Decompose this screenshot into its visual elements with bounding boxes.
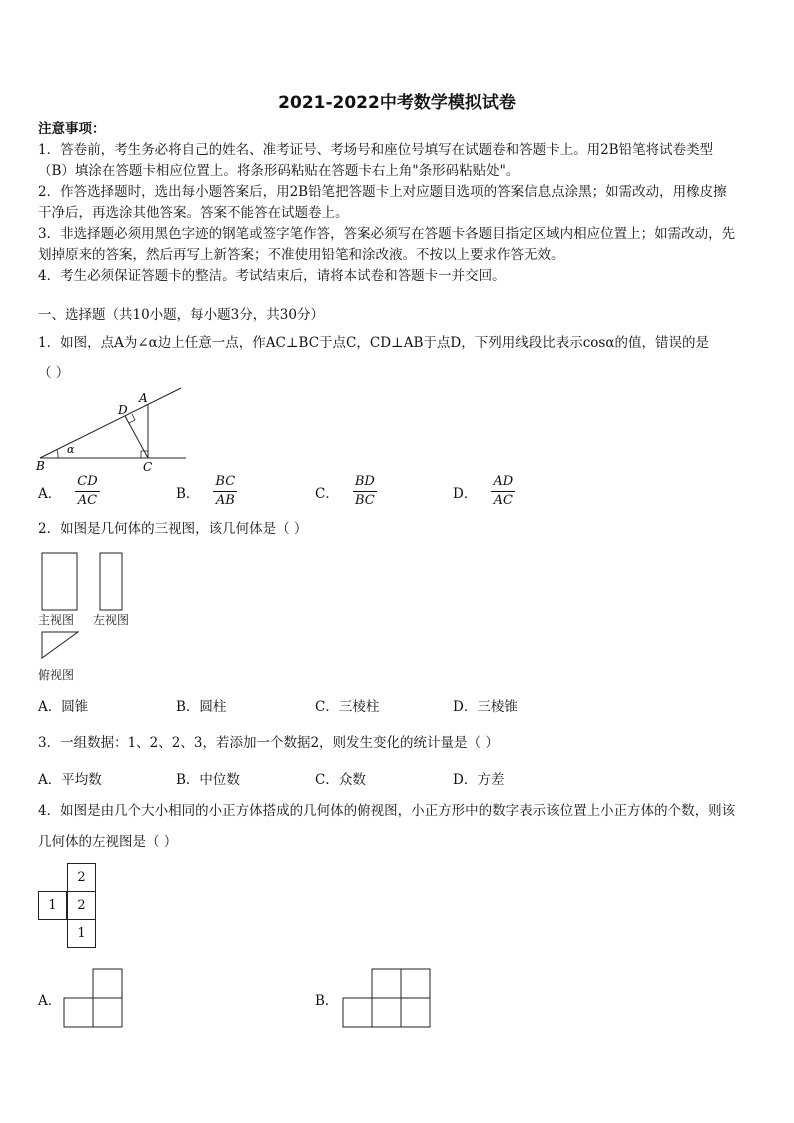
option-letter: C． — [315, 485, 339, 502]
question-2-three-views — [38, 550, 138, 662]
question-4-option-a-figure — [62, 968, 124, 1030]
numerator: CD — [75, 474, 99, 492]
option-letter: D． — [453, 485, 478, 502]
numerator: BD — [353, 474, 377, 492]
grid-cell: 2 — [67, 863, 96, 892]
option-letter: B． — [176, 485, 200, 502]
option-letter: A． — [38, 485, 62, 502]
question-3-text: 3．一组数据：1、2、2、3，若添加一个数据2，则发生变化的统计量是（ ） — [38, 735, 499, 751]
question-2-option-c[interactable]: C．三棱柱 — [315, 699, 380, 715]
question-1-figure — [36, 386, 196, 476]
question-3-option-b[interactable]: B．中位数 — [176, 772, 240, 788]
notice-line: 4．考生必须保证答题卡的整洁。考试结束后，请将本试卷和答题卡一并交回。 — [38, 268, 506, 284]
grid-cell: 1 — [38, 891, 67, 920]
fraction — [491, 474, 515, 509]
question-4-option-a[interactable]: A． — [38, 993, 62, 1009]
question-2-option-a[interactable]: A．圆锥 — [38, 699, 89, 715]
question-2-option-b[interactable]: B．圆柱 — [176, 699, 227, 715]
fraction — [353, 474, 377, 509]
question-1-option-a[interactable] — [38, 474, 100, 509]
grid-cell: 2 — [67, 891, 96, 920]
angle-label-alpha: α — [67, 443, 75, 456]
denominator: AC — [493, 493, 513, 508]
notice-line: 划掉原来的答案，然后再写上新答案；不准使用铅笔和涂改液。不按以上要求作答无效。 — [38, 247, 565, 263]
question-4-text: 几何体的左视图是（ ） — [38, 834, 178, 850]
question-3-option-a[interactable]: A．平均数 — [38, 772, 102, 788]
notice-line: 1．答卷前，考生务必将自己的姓名、准考证号、考场号和座位号填写在试题卷和答题卡上。用2B铅笔将试卷类型 — [38, 142, 714, 158]
denominator: AC — [77, 493, 98, 508]
question-1-paren: （ ） — [38, 365, 70, 381]
fraction — [213, 474, 237, 509]
notice-line: 2．作答选择题时，选出每小题答案后，用2B铅笔把答题卡上对应题目选项的答案信息点涂黑；如需改动，用橡皮擦 — [38, 184, 727, 200]
top-view-label: 俯视图 — [38, 668, 75, 682]
question-1-option-b[interactable] — [176, 474, 237, 509]
notice-heading: 注意事项： — [38, 121, 106, 137]
fraction — [75, 474, 99, 509]
point-label-d: D — [118, 403, 128, 417]
notice-line: 3．非选择题必须用黑色字迹的钢笔或签字笔作答，答案必须写在答题卡各题目指定区域内相应位置上；如需改动，先 — [38, 226, 736, 242]
section-heading: 一、选择题（共10小题，每小题3分，共30分） — [38, 307, 324, 323]
question-1-text: 1．如图，点A为∠α边上任意一点，作AC⊥BC于点C，CD⊥AB于点D，下列用线段比表示cosα的值，错误的是 — [38, 335, 709, 351]
point-label-c: C — [143, 460, 153, 474]
left-view-label: 左视图 — [93, 613, 130, 627]
question-3-option-d[interactable]: D．方差 — [453, 772, 505, 788]
notice-line: 干净后，再选涂其他答案。答案不能答在试题卷上。 — [38, 205, 349, 221]
denominator: AB — [215, 493, 235, 508]
question-4-option-b-figure — [341, 968, 433, 1030]
front-view-label: 主视图 — [38, 613, 75, 627]
question-2-text: 2．如图是几何体的三视图，该几何体是（ ） — [38, 521, 308, 537]
point-label-b: B — [36, 459, 45, 473]
notice-line: （B）填涂在答题卡相应位置上。将条形码粘贴在答题卡右上角"条形码粘贴处"。 — [38, 163, 520, 179]
question-3-option-c[interactable]: C．众数 — [315, 772, 366, 788]
question-1-option-c[interactable] — [315, 474, 377, 509]
point-label-a: A — [139, 391, 148, 405]
grid-cell: 1 — [67, 919, 96, 948]
question-2-option-d[interactable]: D．三棱锥 — [453, 699, 518, 715]
question-1-option-d[interactable] — [453, 474, 515, 509]
question-4-text: 4．如图是由几个大小相同的小正方体搭成的几何体的俯视图，小正方形中的数字表示该位置上小正方体的个数，则该 — [38, 803, 736, 819]
denominator: BC — [354, 493, 375, 508]
numerator: BC — [213, 474, 237, 492]
page-title: 2021-2022中考数学模拟试卷 — [278, 93, 516, 113]
numerator: AD — [491, 474, 515, 492]
question-4-option-b[interactable]: B． — [315, 993, 339, 1009]
